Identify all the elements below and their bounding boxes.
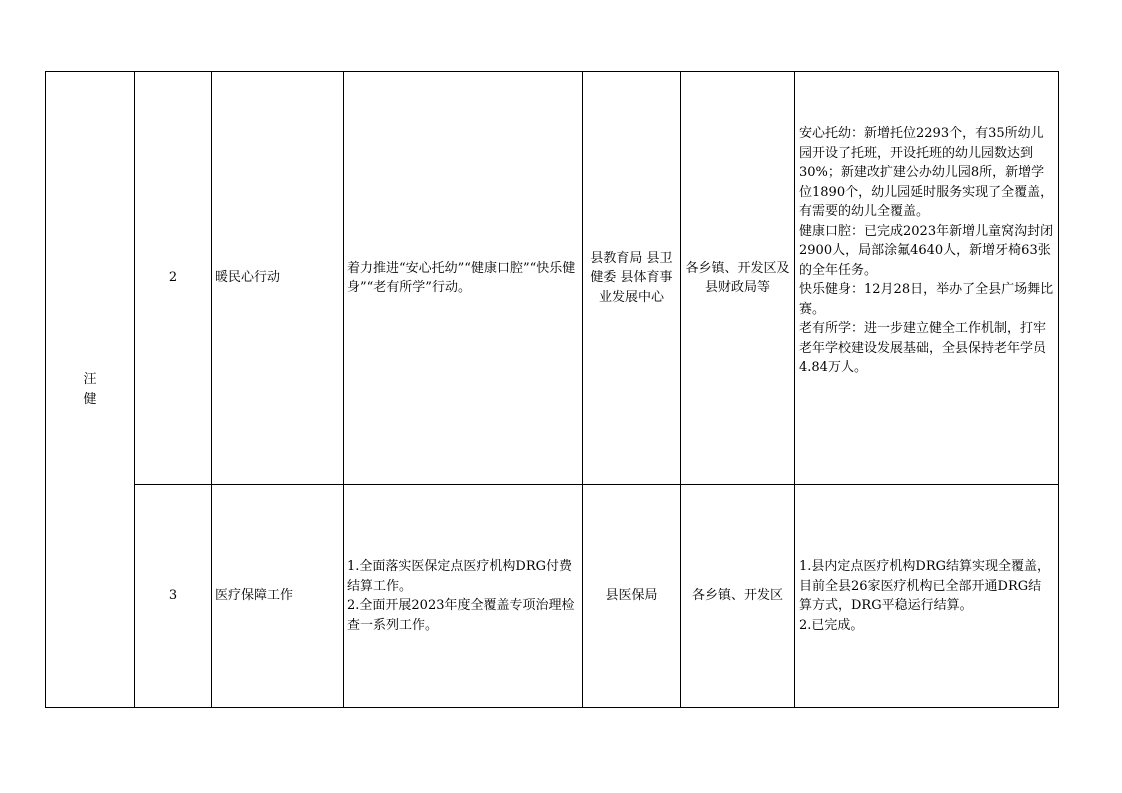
result-line: 快乐健身：12月28日，举办了全县广场舞比赛。 <box>799 282 1054 317</box>
row-number: 2 <box>135 72 212 485</box>
table-row <box>46 485 1059 708</box>
task-line: 2.全面开展2023年度全覆盖专项治理检查一系列工作。 <box>347 598 575 633</box>
result-line: 健康口腔：已完成2023年新增儿童窝沟封闭2900人，局部涂氟4640人，新增牙椅63张的全年任务。 <box>799 223 1054 278</box>
result-line: 2.已完成。 <box>799 617 864 633</box>
work-table <box>45 71 1059 708</box>
table-row <box>46 72 1059 485</box>
task-content <box>344 485 583 708</box>
result-line: 安心托幼：新增托位2293个，有35所幼儿园开设了托班，开设托班的幼儿园数达到30%；新建改扩建公办幼儿园8所，新增学位1890个，幼儿园延时服务实现了全覆盖，有需要的幼儿全覆盖。 <box>799 126 1054 219</box>
cooperating-units: 各乡镇、开发区及县财政局等 <box>681 72 795 485</box>
task-content <box>344 72 583 485</box>
row-number: 3 <box>135 485 212 708</box>
cooperating-units: 各乡镇、开发区 <box>681 485 795 708</box>
task-line: 1.全面落实医保定点医疗机构DRG付费结算工作。 <box>347 559 572 594</box>
task-name: 医疗保障工作 <box>212 485 344 708</box>
responsible-dept: 县教育局 县卫健委 县体育事业发展中心 <box>583 72 681 485</box>
progress-result <box>795 485 1059 708</box>
result-line: 老有所学：进一步建立健全工作机制，打牢老年学校建设发展基础，全县保持老年学员4.84万人。 <box>799 321 1047 375</box>
task-name: 暖民心行动 <box>212 72 344 485</box>
progress-result <box>795 72 1059 485</box>
task-line: 着力推进“安心托幼”“健康口腔”“快乐健身”“老有所学”行动。 <box>347 260 576 295</box>
result-line: 1.县内定点医疗机构DRG结算实现全覆盖，目前全县26家医疗机构已全部开通DRG结算方式，DRG平稳运行结算。 <box>799 559 1050 613</box>
responsible-dept: 县医保局 <box>583 485 681 708</box>
leader-cell: 汪 健 <box>46 72 135 708</box>
